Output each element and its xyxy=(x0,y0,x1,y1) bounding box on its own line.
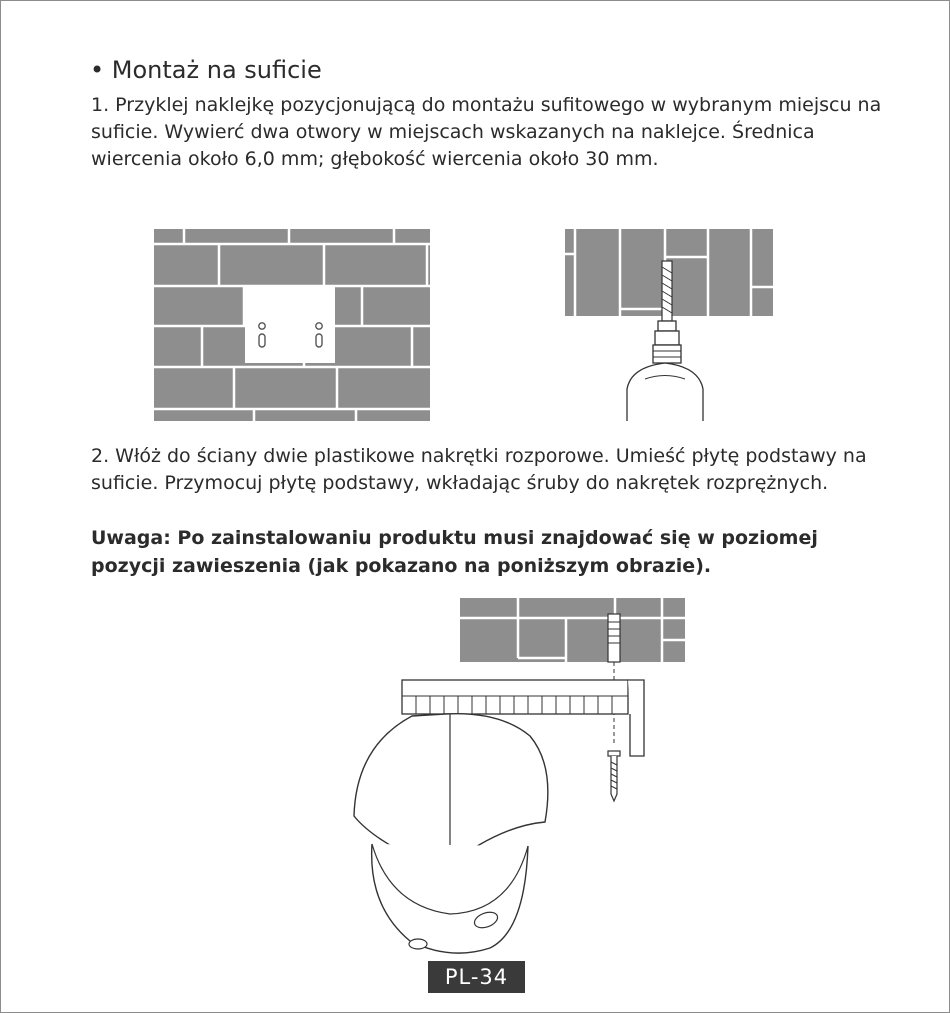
ceiling-mounted-camera-illustration xyxy=(350,596,690,958)
section-heading: • Montaż na suficie xyxy=(90,56,322,84)
installation-note: Uwaga: Po zainstalowaniu produktu musi znajdować się w poziomej pozycji zawieszenia (jak pokazano na poniższym obrazie). xyxy=(91,527,818,577)
page-number-badge: PL-34 xyxy=(428,961,525,993)
step-1-text: 1. Przyklej naklejkę pozycjonującą do montażu sufitowego w wybranym miejscu na suficie. Wywierć dwa otwory w miejscach wskazanych na naklejce. Średnica wiercenia około 6,0 mm; głębokość wiercenia około 30 mm. xyxy=(91,94,882,170)
drilling-illustration xyxy=(565,229,775,421)
ceiling-sticker-illustration xyxy=(154,229,430,421)
step-2-text: 2. Włóż do ściany dwie plastikowe nakrętki rozporowe. Umieść płytę podstawy na suficie. Przymocuj płytę podstawy, wkładając śruby do nakrętek rozprężnych. xyxy=(91,445,867,494)
